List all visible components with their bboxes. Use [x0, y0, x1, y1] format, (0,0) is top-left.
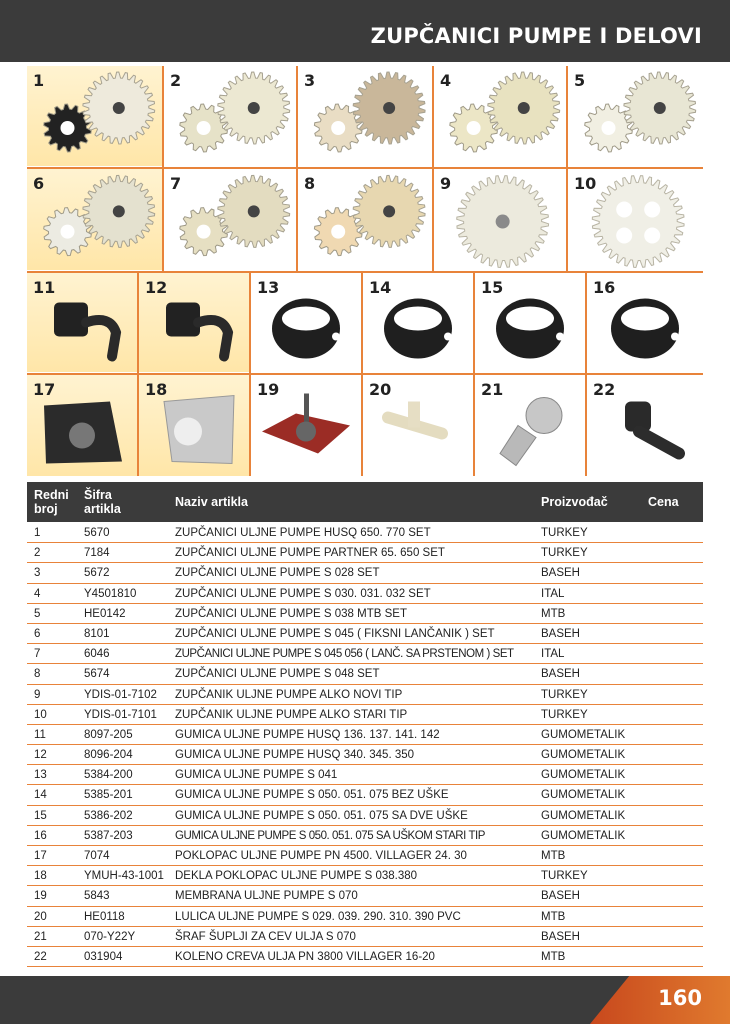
product-photo	[298, 169, 432, 270]
cell-proizvodjac: BASEH	[541, 668, 580, 681]
grid-divider	[27, 373, 703, 375]
table-row	[27, 927, 703, 947]
product-number: 8	[304, 174, 316, 193]
cell-naziv: GUMICA ULJNE PUMPE S 041	[175, 769, 338, 782]
cell-sifra: 6046	[84, 648, 110, 661]
product-number: 6	[33, 174, 45, 193]
grid-divider	[585, 273, 587, 476]
cell-broj: 4	[34, 587, 41, 600]
grid-divider	[162, 66, 164, 167]
grid-divider	[566, 169, 568, 271]
product-image-cell	[434, 66, 566, 166]
table-row	[27, 846, 703, 866]
cell-broj: 1	[34, 527, 41, 539]
product-photo	[298, 66, 432, 166]
cell-sifra: 5386-202	[84, 809, 133, 822]
cell-proizvodjac: GUMOMETALIK	[541, 789, 626, 802]
cell-sifra: HE0118	[84, 910, 125, 923]
page-footer	[0, 976, 730, 1024]
product-number: 13	[257, 278, 280, 297]
table-row	[27, 866, 703, 886]
cell-broj: 9	[34, 688, 41, 701]
cell-broj: 17	[34, 850, 47, 862]
product-number: 5	[574, 71, 586, 90]
product-image-cell	[475, 375, 585, 476]
cell-proizvodjac: MTB	[541, 607, 566, 620]
product-image-cell	[27, 66, 162, 166]
product-photo	[27, 169, 162, 270]
product-image-cell	[139, 273, 249, 372]
cell-proizvodjac: TURKEY	[541, 527, 588, 539]
product-number: 16	[593, 278, 616, 297]
cell-proizvodjac: TURKEY	[541, 870, 588, 883]
cell-sifra: Y4501810	[84, 587, 137, 600]
large-gear-icon	[592, 176, 684, 268]
product-number: 12	[145, 278, 168, 297]
cell-broj: 22	[34, 950, 47, 963]
cell-proizvodjac: ITAL	[541, 648, 565, 661]
cell-sifra: HE0142	[84, 607, 126, 620]
cell-sifra: 5384-200	[84, 769, 133, 782]
product-photo	[434, 169, 566, 270]
cell-naziv: ZUPČANIK ULJNE PUMPE ALKO STARI TIP	[175, 708, 408, 721]
cell-broj: 16	[34, 829, 47, 842]
cell-broj: 15	[34, 809, 47, 822]
product-image-grid	[27, 66, 703, 476]
table-header	[27, 482, 703, 522]
product-number: 20	[369, 380, 392, 399]
table-row	[27, 886, 703, 906]
cell-proizvodjac: BASEH	[541, 627, 580, 640]
col-sifra-line2: artikla	[84, 502, 121, 516]
product-image-cell	[27, 169, 162, 270]
grid-divider	[27, 167, 703, 169]
cell-broj: 21	[34, 930, 47, 943]
product-table-body	[27, 523, 703, 967]
cell-proizvodjac: TURKEY	[541, 547, 588, 560]
cell-broj: 19	[34, 890, 47, 903]
cell-naziv: POKLOPAC ULJNE PUMPE PN 4500. VILLAGER 24. 30	[175, 850, 467, 862]
col-redni-broj-line1: Redni	[34, 488, 69, 502]
cell-sifra: 5385-201	[84, 789, 133, 802]
product-image-cell	[139, 375, 249, 476]
grid-divider	[361, 273, 363, 476]
cell-sifra: 5672	[84, 567, 110, 580]
grid-divider	[432, 169, 434, 271]
cell-sifra: YMUH-43-1001	[84, 870, 164, 883]
product-number: 11	[33, 278, 56, 297]
cell-broj: 12	[34, 749, 47, 762]
cell-sifra: YDIS-01-7102	[84, 688, 157, 701]
cell-naziv: ZUPČANICI ULJNE PUMPE S 038 MTB SET	[175, 607, 407, 620]
cell-sifra: 7074	[84, 850, 110, 862]
page-number: 160	[658, 986, 702, 1010]
cell-broj: 7	[34, 648, 41, 661]
cell-naziv: ŠRAF ŠUPLJI ZA CEV ULJA S 070	[175, 930, 356, 943]
product-number: 9	[440, 174, 452, 193]
product-image-cell	[363, 273, 473, 372]
product-number: 21	[481, 380, 504, 399]
cell-broj: 5	[34, 607, 41, 620]
table-row	[27, 523, 703, 543]
product-number: 18	[145, 380, 168, 399]
table-row	[27, 664, 703, 684]
col-redni-broj-line2: broj	[34, 502, 58, 516]
cell-naziv: GUMICA ULJNE PUMPE HUSQ 136. 137. 141. 142	[175, 728, 440, 741]
table-row	[27, 685, 703, 705]
cell-broj: 11	[34, 728, 46, 741]
product-number: 22	[593, 380, 616, 399]
col-sifra-line1: Šifra	[84, 488, 112, 502]
product-image-cell	[251, 273, 361, 372]
cell-naziv: GUMICA ULJNE PUMPE HUSQ 340. 345. 350	[175, 749, 415, 762]
product-photo	[434, 66, 566, 166]
cell-broj: 8	[34, 668, 41, 681]
cell-proizvodjac: GUMOMETALIK	[541, 728, 626, 741]
cell-broj: 3	[34, 567, 41, 580]
cell-broj: 6	[34, 627, 41, 640]
product-photo	[164, 66, 296, 166]
product-number: 10	[574, 174, 597, 193]
cell-proizvodjac: GUMOMETALIK	[541, 769, 626, 782]
cell-sifra: 5674	[84, 668, 110, 681]
table-row	[27, 624, 703, 644]
grid-divider	[432, 66, 434, 167]
page-title: ZUPČANICI PUMPE I DELOVI	[370, 24, 702, 48]
cell-proizvodjac: TURKEY	[541, 688, 588, 701]
col-naziv: Naziv artikla	[175, 495, 248, 509]
cell-broj: 13	[34, 769, 47, 782]
cell-proizvodjac: GUMOMETALIK	[541, 829, 626, 842]
cell-proizvodjac: GUMOMETALIK	[541, 809, 626, 822]
cell-proizvodjac: MTB	[541, 950, 566, 963]
col-cena: Cena	[648, 495, 679, 509]
cell-sifra: 7184	[84, 547, 110, 560]
table-row	[27, 765, 703, 785]
product-image-cell	[298, 169, 432, 270]
cell-sifra: 5387-203	[84, 829, 133, 842]
grid-divider	[137, 273, 139, 476]
page-header	[0, 0, 730, 62]
product-image-cell	[27, 375, 137, 476]
product-photo	[164, 169, 296, 270]
grid-divider	[566, 66, 568, 167]
col-sifra	[84, 488, 121, 516]
product-image-cell	[587, 273, 703, 372]
product-number: 14	[369, 278, 392, 297]
table-row	[27, 806, 703, 826]
cell-naziv: GUMICA ULJNE PUMPE S 050. 051. 075 SA UŠKOM STARI TIP	[175, 829, 485, 842]
cell-proizvodjac: ITAL	[541, 587, 565, 600]
cell-sifra: 8097-205	[84, 728, 133, 741]
cell-naziv: GUMICA ULJNE PUMPE S 050. 051. 075 SA DVE UŠKE	[175, 809, 468, 822]
table-row	[27, 584, 703, 604]
grid-divider	[473, 273, 475, 476]
cell-proizvodjac: MTB	[541, 850, 566, 862]
cell-sifra: YDIS-01-7101	[84, 708, 157, 721]
cell-naziv: DEKLA POKLOPAC ULJNE PUMPE S 038.380	[175, 870, 418, 883]
grid-divider	[296, 66, 298, 167]
grid-divider	[27, 271, 703, 273]
cell-naziv: ZUPČANICI ULJNE PUMPE S 048 SET	[175, 668, 380, 681]
product-number: 2	[170, 71, 182, 90]
cell-broj: 20	[34, 910, 47, 923]
product-image-cell	[568, 169, 703, 270]
cell-naziv: LULICA ULJNE PUMPE S 029. 039. 290. 310. 390 PVC	[175, 910, 461, 923]
cell-broj: 18	[34, 870, 47, 883]
product-image-cell	[164, 169, 296, 270]
product-number: 15	[481, 278, 504, 297]
cell-broj: 10	[34, 708, 47, 721]
table-row	[27, 826, 703, 846]
cell-sifra: 8096-204	[84, 749, 133, 762]
cell-broj: 14	[34, 789, 47, 802]
cell-sifra: 5670	[84, 527, 110, 539]
col-proizvodjac: Proizvođač	[541, 495, 608, 509]
cell-naziv: ZUPČANICI ULJNE PUMPE S 028 SET	[175, 567, 380, 580]
product-photo	[27, 66, 162, 166]
product-image-cell	[475, 273, 585, 372]
table-row	[27, 543, 703, 563]
cell-sifra: 031904	[84, 950, 123, 963]
cell-sifra: 8101	[84, 627, 110, 640]
table-row	[27, 907, 703, 927]
table-row	[27, 725, 703, 745]
cell-proizvodjac: MTB	[541, 910, 566, 923]
cell-naziv: GUMICA ULJNE PUMPE S 050. 051. 075 BEZ UŠKE	[175, 789, 449, 802]
cell-proizvodjac: BASEH	[541, 930, 580, 943]
product-photo	[568, 66, 703, 166]
cell-naziv: KOLENO CREVA ULJA PN 3800 VILLAGER 16-20	[175, 950, 435, 963]
grid-divider	[249, 273, 251, 476]
cell-naziv: ZUPČANICI ULJNE PUMPE S 045 056 ( LANČ. SA PRSTENOM ) SET	[175, 648, 514, 661]
product-number: 3	[304, 71, 316, 90]
cell-naziv: ZUPČANICI ULJNE PUMPE S 045 ( FIKSNI LANČANIK ) SET	[175, 627, 495, 640]
product-image-cell	[164, 66, 296, 166]
product-image-cell	[251, 375, 361, 476]
product-number: 1	[33, 71, 45, 90]
product-image-cell	[363, 375, 473, 476]
table-row	[27, 604, 703, 624]
product-image-cell	[434, 169, 566, 270]
cell-naziv: ZUPČANICI ULJNE PUMPE S 030. 031. 032 SET	[175, 587, 431, 600]
cell-proizvodjac: BASEH	[541, 567, 580, 580]
cell-sifra: 070-Y22Y	[84, 930, 136, 943]
table-row	[27, 947, 703, 967]
table-row	[27, 705, 703, 725]
table-row	[27, 644, 703, 664]
product-number: 19	[257, 380, 280, 399]
product-number: 7	[170, 174, 182, 193]
product-number: 4	[440, 71, 452, 90]
col-redni-broj	[34, 488, 69, 516]
grid-divider	[162, 169, 164, 271]
table-row	[27, 785, 703, 805]
product-image-cell	[27, 273, 137, 372]
cell-naziv: ZUPČANIK ULJNE PUMPE ALKO NOVI TIP	[175, 688, 403, 701]
grid-divider	[296, 169, 298, 271]
cell-naziv: ZUPČANICI ULJNE PUMPE PARTNER 65. 650 SET	[175, 547, 445, 560]
cell-sifra: 5843	[84, 890, 110, 903]
cell-naziv: ZUPČANICI ULJNE PUMPE HUSQ 650. 770 SET	[175, 527, 431, 539]
cell-broj: 2	[34, 547, 41, 560]
cell-proizvodjac: GUMOMETALIK	[541, 749, 626, 762]
cell-proizvodjac: TURKEY	[541, 708, 588, 721]
product-number: 17	[33, 380, 56, 399]
cell-naziv: MEMBRANA ULJNE PUMPE S 070	[175, 890, 358, 903]
product-image-cell	[587, 375, 703, 476]
table-row	[27, 745, 703, 765]
product-image-cell	[298, 66, 432, 166]
product-image-cell	[568, 66, 703, 166]
cell-proizvodjac: BASEH	[541, 890, 580, 903]
table-row	[27, 563, 703, 583]
